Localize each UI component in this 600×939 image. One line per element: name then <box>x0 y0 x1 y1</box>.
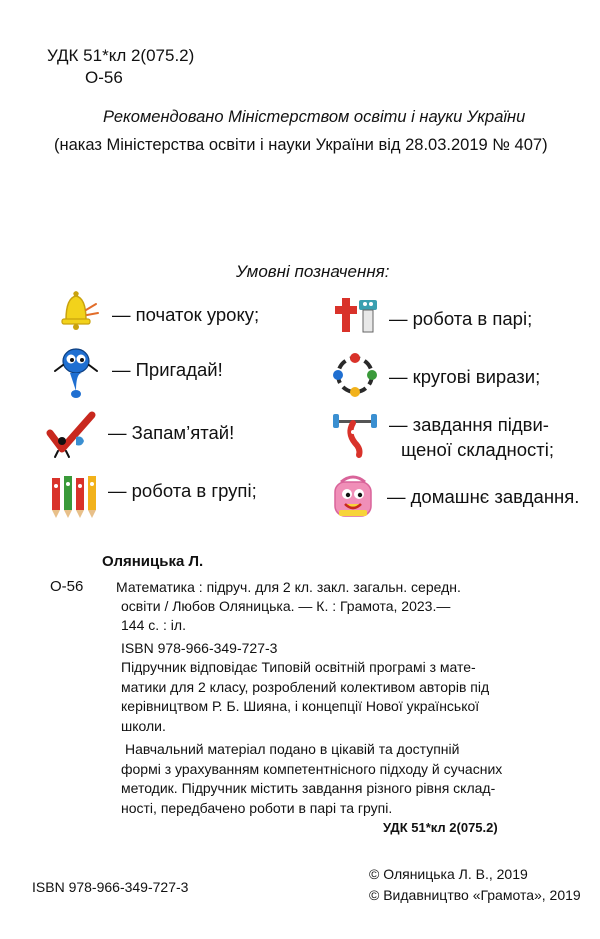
legend-label-continued: щеної складності; <box>401 439 554 460</box>
legend-item-homework <box>327 472 579 522</box>
legend-item-circle-expressions <box>331 352 540 398</box>
legend-label: — Пригадай! <box>112 359 223 380</box>
annotation-line: ності, передбачено роботи в парі та групі. <box>121 799 393 816</box>
legend-title: Умовні позначення: <box>236 262 390 281</box>
legend-label: — робота в парі; <box>389 308 533 329</box>
legend-label: — робота в групі; <box>108 480 257 501</box>
legend-item-recall <box>52 347 223 399</box>
legend-label: — Запам’ятай! <box>108 422 235 443</box>
isbn-footer: ISBN 978-966-349-727-3 <box>32 879 189 895</box>
annotation-line: матики для 2 класу, розроблений колективом авторів під <box>121 678 490 695</box>
ministry-recommendation: Рекомендовано Міністерством освіти і науки України <box>103 108 526 126</box>
ministry-order: (наказ Міністерства освіти і науки України від 28.03.2019 № 407) <box>54 136 548 154</box>
legend-label: — домашнє завдання. <box>387 486 580 507</box>
legend-item-pair-work <box>331 292 532 338</box>
description-line: 144 с. : іл. <box>121 617 186 633</box>
isbn-in-record: ISBN 978-966-349-727-3 <box>121 640 278 656</box>
book-code: О-56 <box>50 578 84 595</box>
pair-characters-icon <box>331 292 383 338</box>
legend-item-group-work <box>46 470 257 520</box>
udc-code-top: УДК 51*кл 2(075.2) <box>47 46 195 65</box>
circle-expressions-icon <box>331 352 381 398</box>
bibliographic-description <box>116 578 461 635</box>
udc-code-record: УДК 51*кл 2(075.2) <box>383 820 498 835</box>
annotation-line: керівництвом Р. Б. Шияна, і концепції Нової української <box>121 698 480 714</box>
pencils-group-icon <box>46 470 102 520</box>
book-code-top: О-56 <box>85 68 123 87</box>
annotation-line: школи. <box>121 717 166 734</box>
think-character-icon <box>52 347 102 399</box>
annotation-paragraph-2 <box>121 740 502 818</box>
description-line: Математика : підруч. для 2 кл. закл. загальн. середн. <box>116 579 461 595</box>
author-name: Оляницька Л. <box>102 553 204 570</box>
legend-item-hard-task <box>331 412 554 462</box>
description-line: освіти / Любов Оляницька. — К. : Грамота, 2023.— <box>121 598 451 614</box>
legend-label: — початок уроку; <box>112 304 260 325</box>
copyright-author: © Оляницька Л. В., 2019 <box>369 866 528 882</box>
legend-label: — завдання підви- <box>389 414 549 435</box>
annotation-line: Підручник відповідає Типовій освітній програмі з мате- <box>121 659 476 675</box>
copyright-publisher: © Видавництво «Грамота», 2019 <box>369 887 581 903</box>
dumbbell-icon <box>331 412 381 460</box>
bell-icon <box>52 290 102 334</box>
annotation-line: Навчальний матеріал подано в цікавій та доступній <box>125 741 460 757</box>
checkmark-icon <box>46 411 102 459</box>
legend-item-remember <box>46 411 234 459</box>
annotation-paragraph-1 <box>121 658 489 736</box>
annotation-line: формі з урахуванням компетентнісного підходу й сучасних <box>121 760 503 777</box>
legend-item-lesson-start <box>52 290 259 334</box>
annotation-line: методик. Підручник містить завдання різного рівня склад- <box>121 780 496 796</box>
backpack-icon <box>327 472 381 522</box>
legend-label: — кругові вирази; <box>389 366 541 387</box>
